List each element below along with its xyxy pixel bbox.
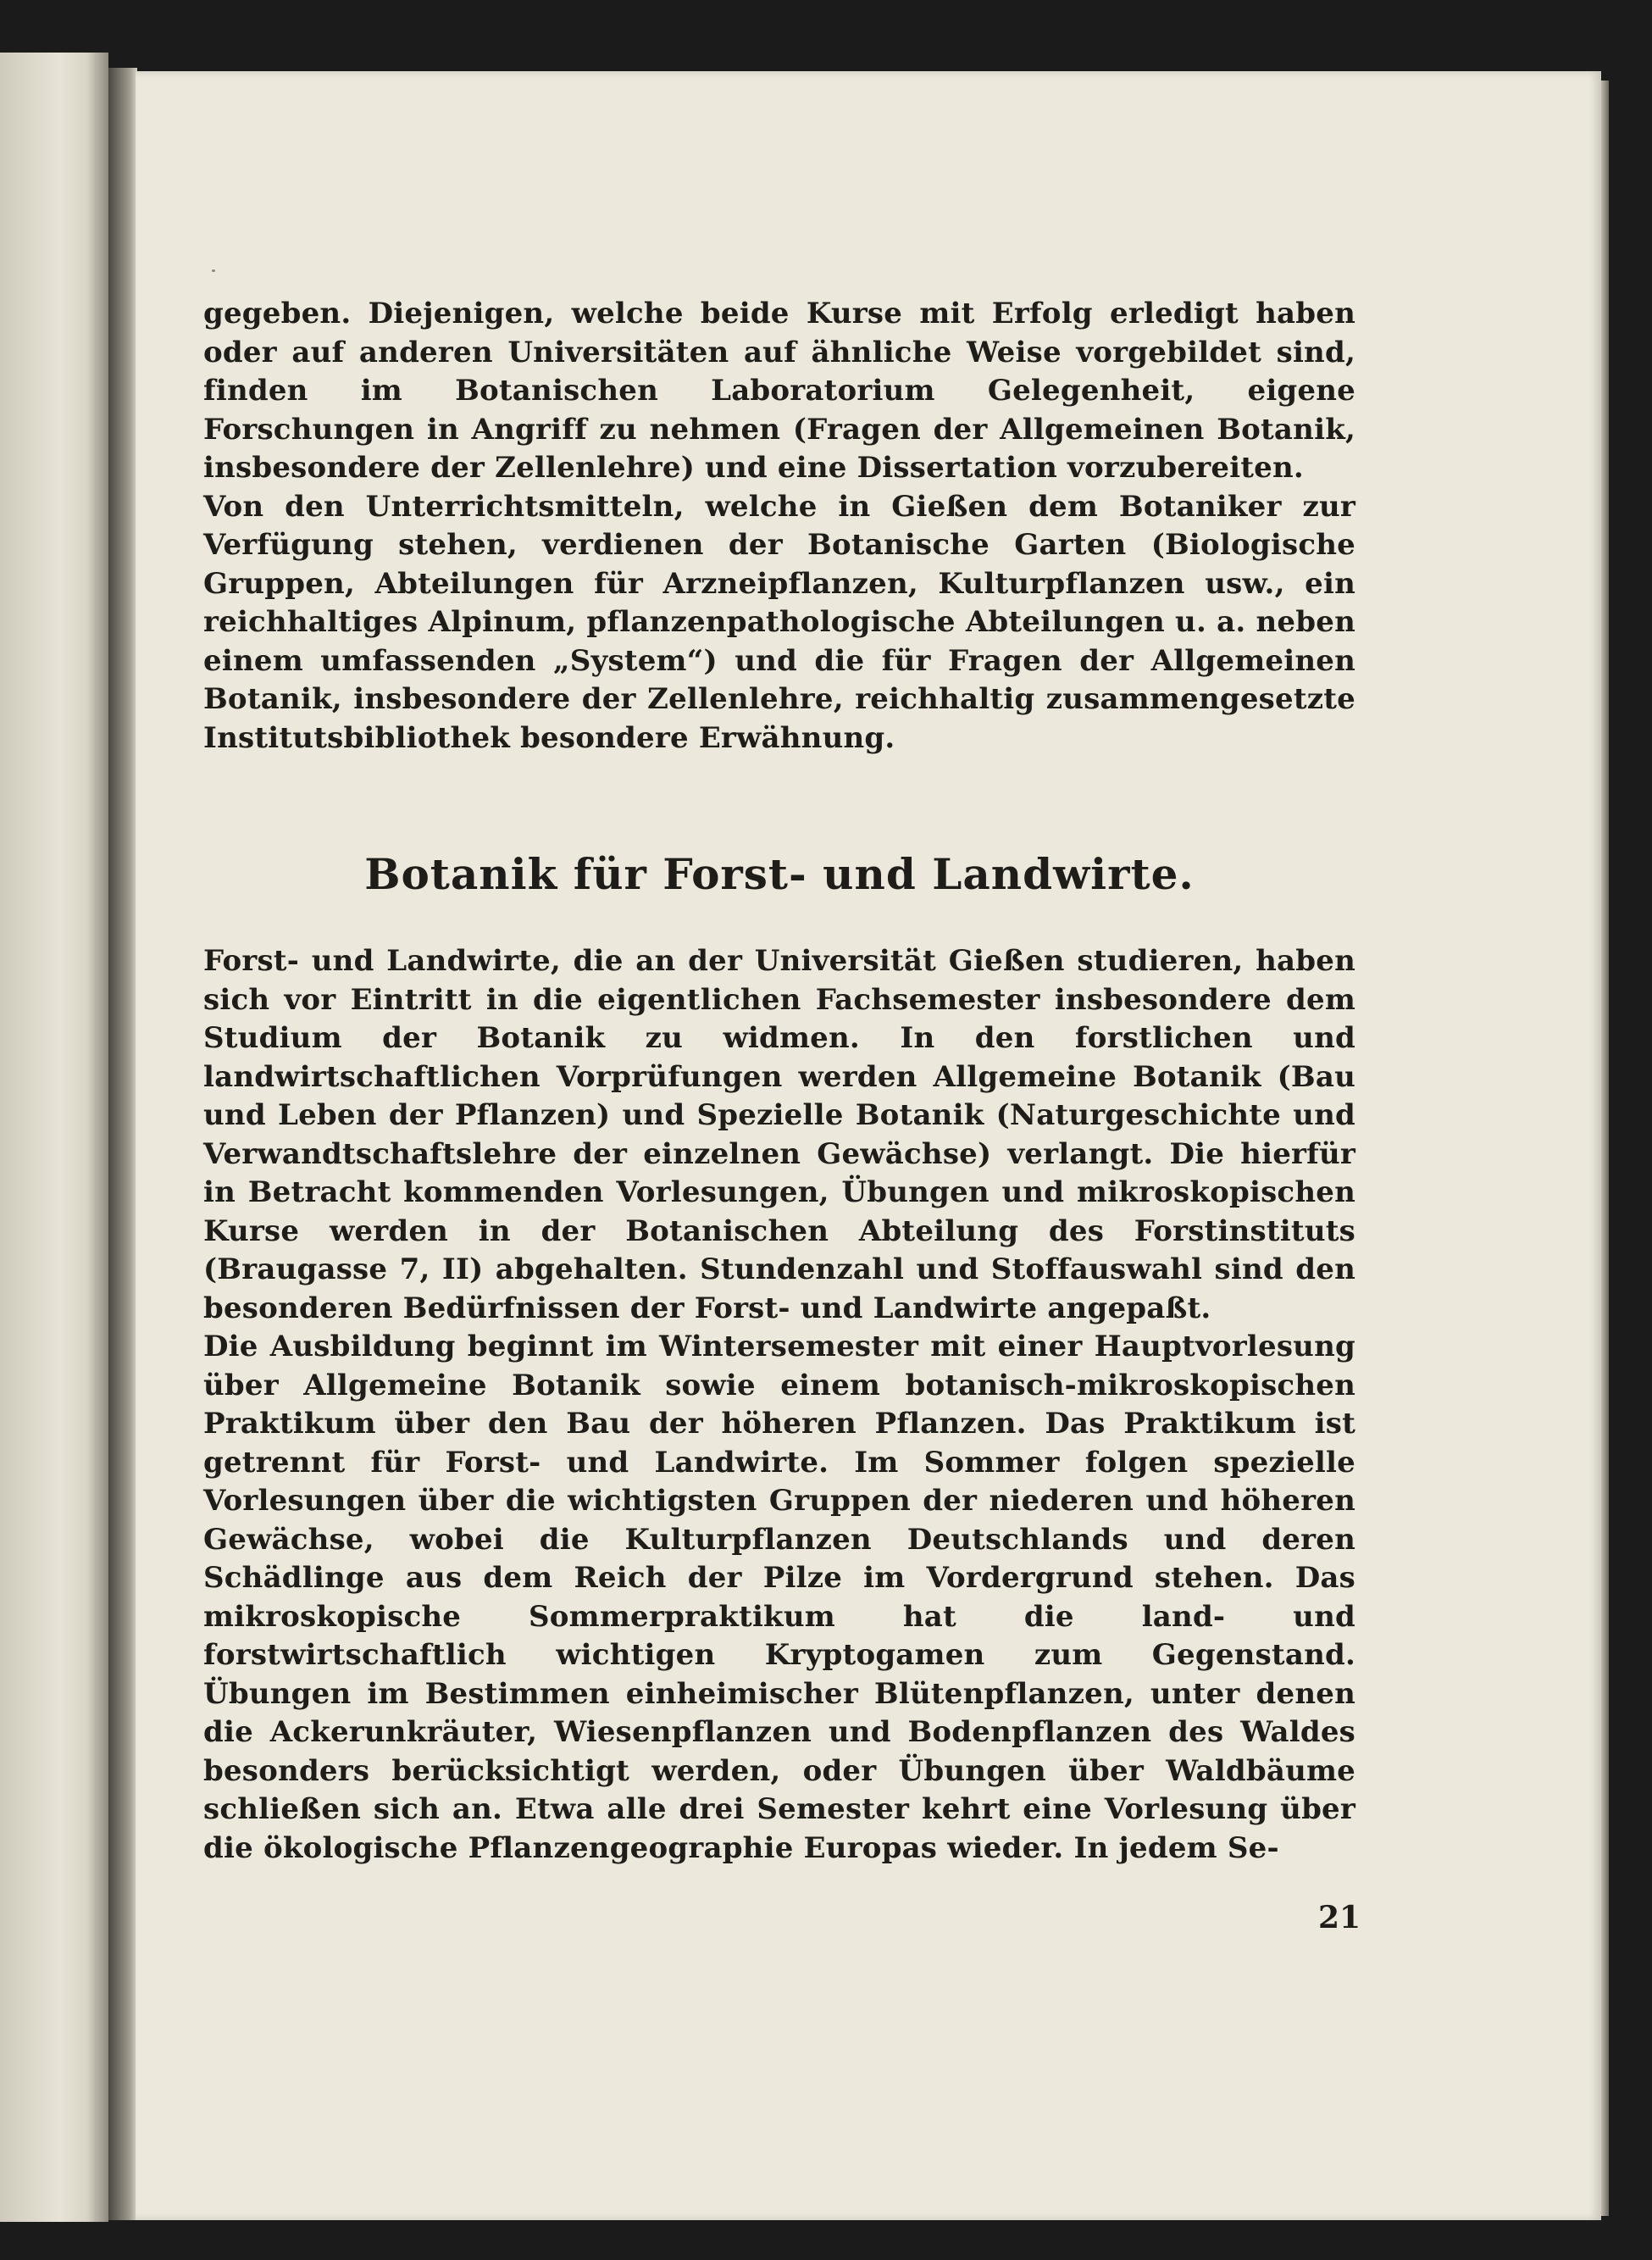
page-number: 21 — [1318, 1900, 1361, 1935]
right-page-edge — [1601, 81, 1609, 2216]
paragraph-forst-landwirte: Forst- und Landwirte, die an der Universität Gießen studieren, haben sich vor Eintritt in die eigentlichen Fachsemester insbesondere dem Studium der Botanik zu widmen. In den forstlichen und landwirtschaftlichen Vorprüfungen werden Allgemeine Botanik (Bau und Leben der Pflanzen) und Spezielle Botanik (Naturgeschichte und Verwandtschaftslehre der einzelnen Gewächse) verlangt. Die hierfür in Betracht kommenden Vorlesungen, Übungen und mikroskopischen Kurse werden in der Botanischen Abteilung des Forstinstituts (Braugasse 7, II) abgehalten. Stundenzahl und Stoffauswahl sind den besonderen Bedürfnissen der Forst- und Landwirte angepaßt. — [203, 944, 1355, 1325]
paragraph-unterrichtsmittel: Von den Unterrichtsmitteln, welche in Gießen dem Botaniker zur Verfügung stehen, verdienen der Botanische Garten (Biologische Gruppen, Abteilungen für Arzneipflanzen, Kulturpflanzen usw., ein reichhaltiges Alpinum, pflanzenpathologische Abteilungen u. a. neben einem umfassenden „System“) und die für Fragen der Allgemeinen Botanik, insbesondere der Zellenlehre, reichhaltig zusammengesetzte Institutsbibliothek besondere Erwähnung. — [203, 489, 1355, 755]
book-gutter — [108, 68, 137, 2220]
text-block-after-heading — [203, 942, 1355, 1868]
paper-speck — [212, 269, 215, 272]
left-page-line — [95, 53, 97, 2222]
paragraph-ausbildung: Die Ausbildung beginnt im Wintersemester mit einer Hauptvorlesung über Allgemeine Botanik sowie einem botanisch-mikroskopischen Praktikum über den Bau der höheren Pflanzen. Das Praktikum ist getrennt für Forst- und Landwirte. Im Sommer folgen spezielle Vorlesungen über die wichtigsten Gruppen der niederen und höheren Gewächse, wobei die Kulturpflanzen Deutschlands und deren Schädlinge aus dem Reich der Pilze im Vordergrund stehen. Das mikroskopische Sommerpraktikum hat die land- und forstwirtschaftlich wichtigen Kryptogamen zum Gegenstand. Übungen im Bestimmen einheimischer Blütenpflanzen, unter denen die Ackerunkräuter, Wiesenpflanzen und Bodenpflanzen des Waldes besonders berücksichtigt werden, oder Übungen über Waldbäume schließen sich an. Etwa alle drei Semester kehrt eine Vorlesung über die ökologische Pflanzengeographie Europas wieder. In jedem Se- — [203, 1330, 1355, 1865]
section-heading: Botanik für Forst- und Landwirte. — [364, 849, 1195, 899]
left-page-edge — [0, 53, 108, 2222]
text-block-before-heading — [203, 295, 1355, 758]
paragraph-dissertation: gegeben. Diejenigen, welche beide Kurse mit Erfolg erledigt haben oder auf anderen Universitäten auf ähnliche Weise vorgebildet sind, finden im Botanischen Laboratorium Gelegenheit, eigene Forschungen in Angriff zu nehmen (Fragen der Allgemeinen Botanik, insbesondere der Zellenlehre) und eine Dissertation vorzubereiten. — [203, 297, 1355, 485]
